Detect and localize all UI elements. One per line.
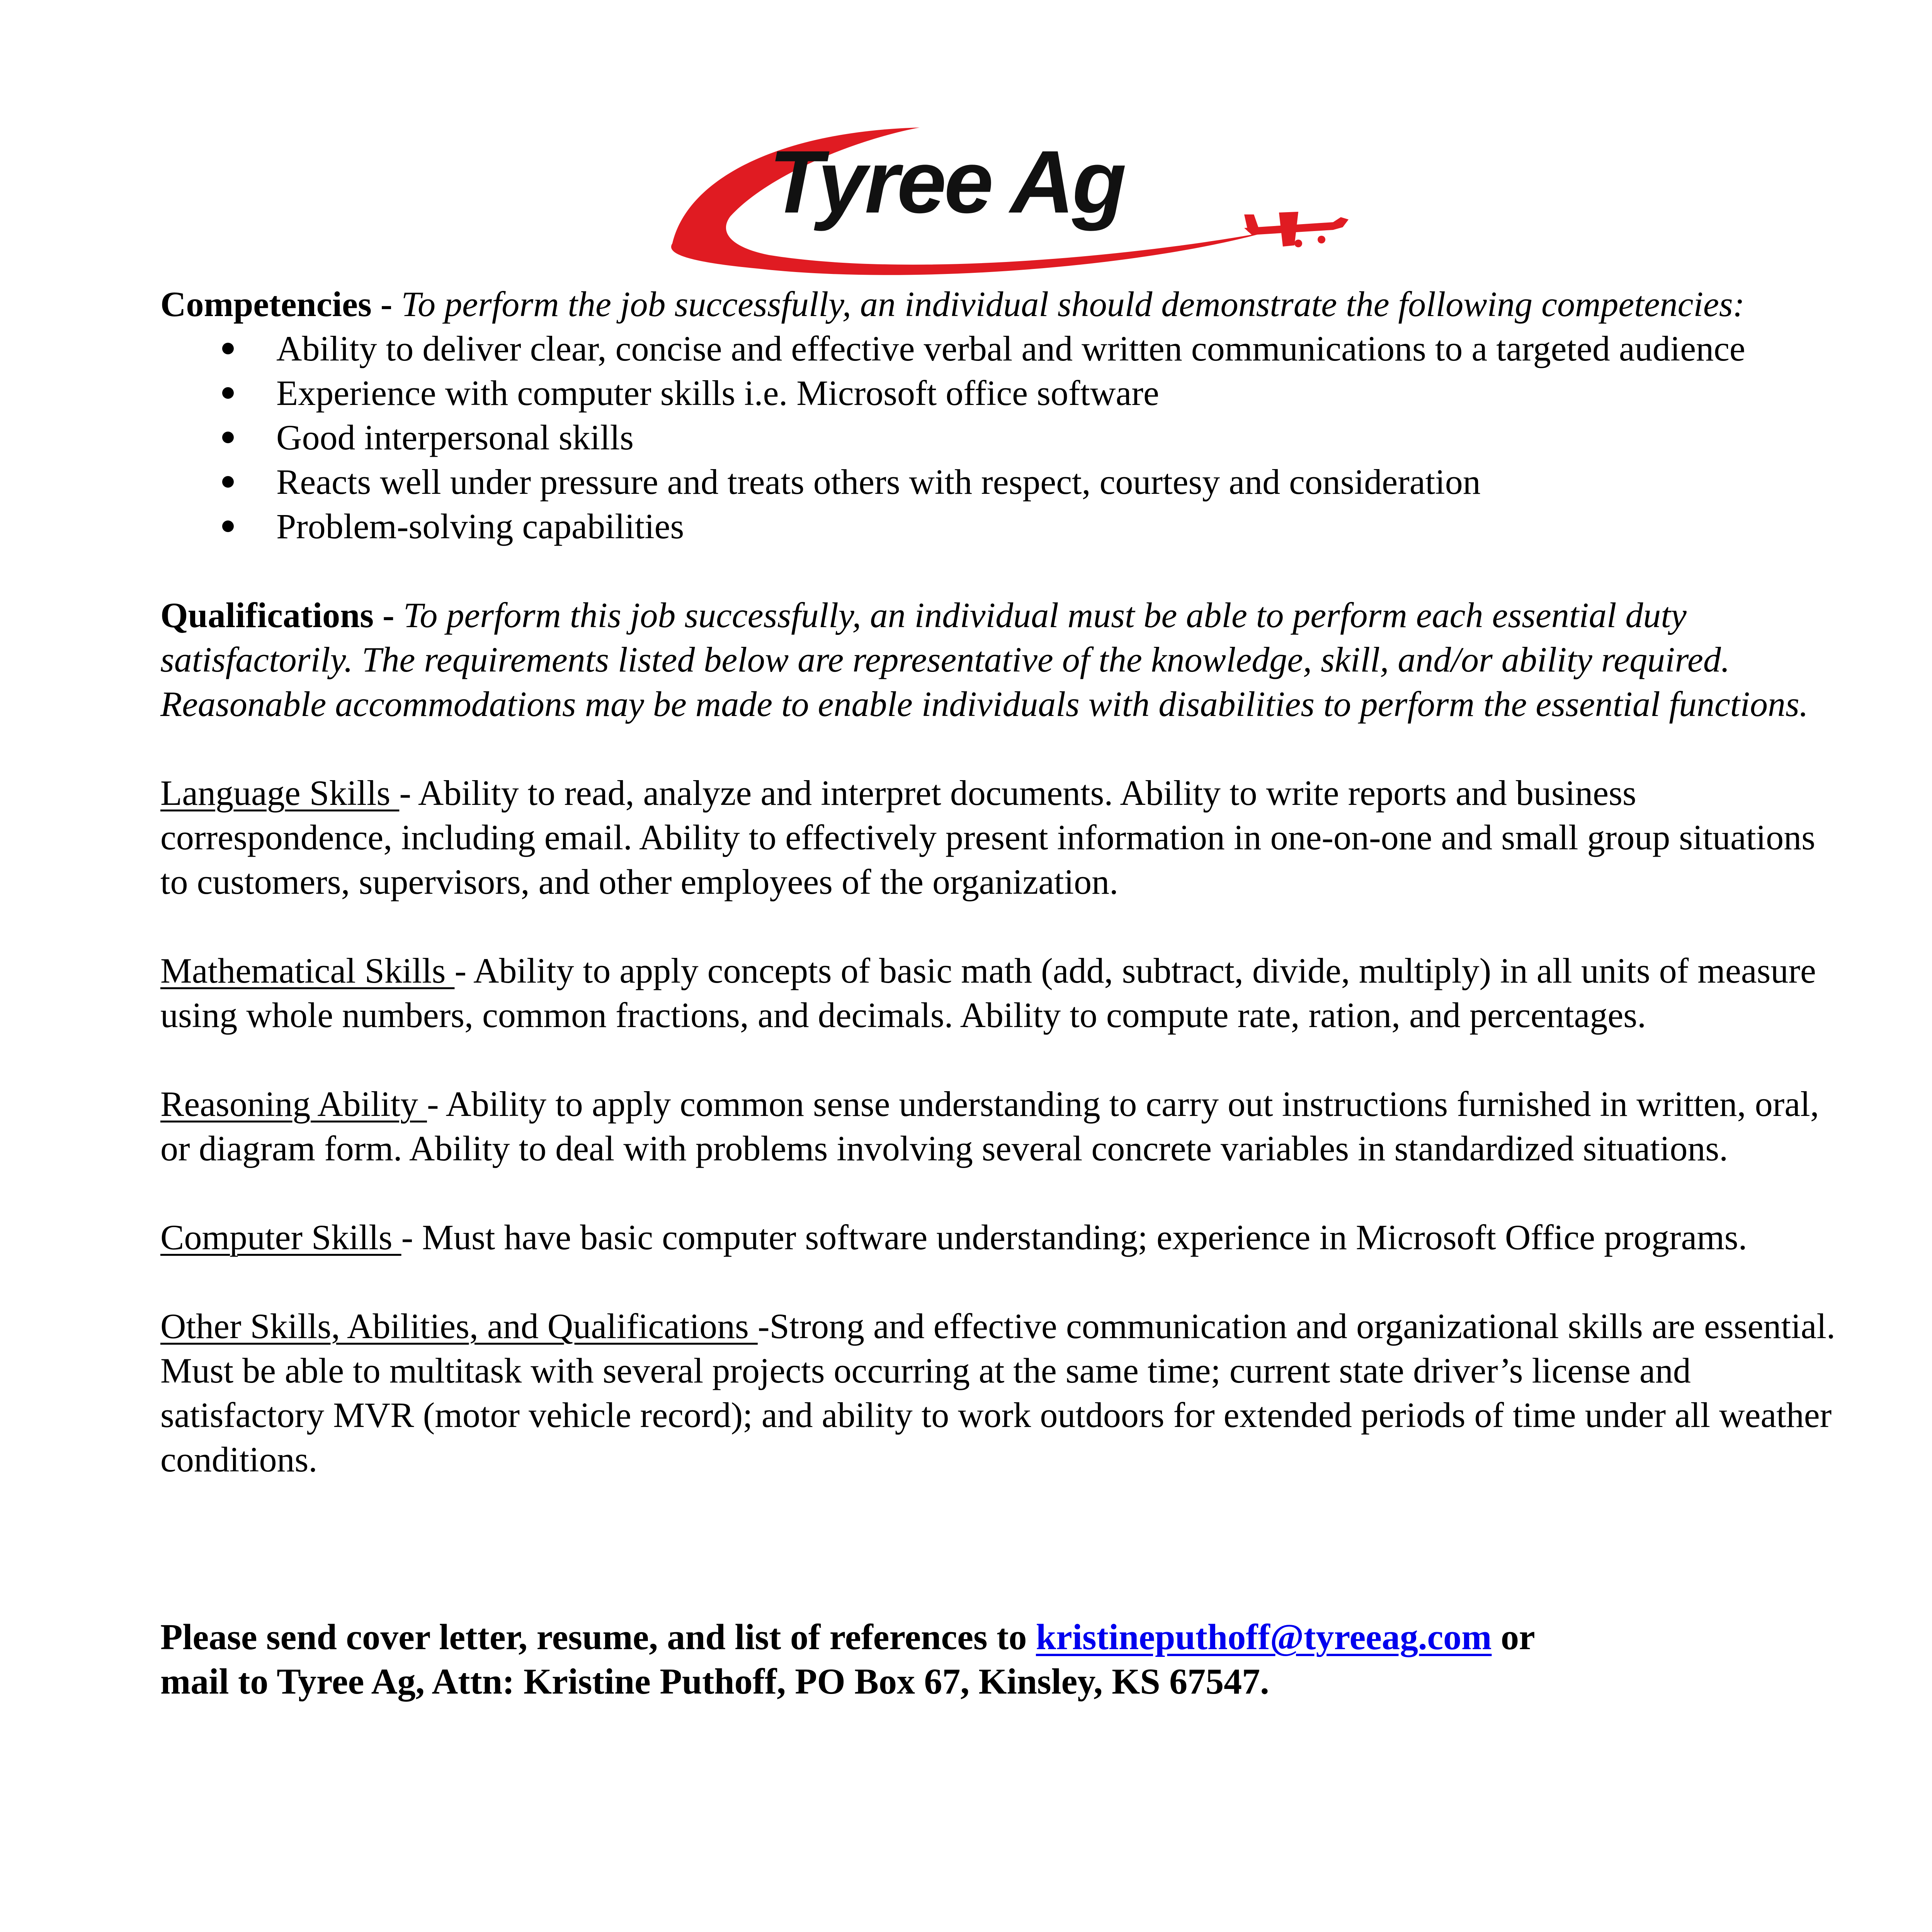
contact-paragraph	[160, 1615, 1837, 1704]
computer-skills-text: - Must have basic computer software understanding; experience in Microsoft Office programs.	[401, 1218, 1747, 1257]
email-link[interactable]: kristineputhoff@tyreeag.com	[1036, 1617, 1492, 1657]
document-body	[160, 282, 1837, 1704]
reasoning-ability-title: Reasoning Ability	[160, 1084, 427, 1124]
bullet-icon	[222, 476, 234, 488]
bullet-icon	[222, 432, 234, 443]
math-skills-text: - Ability to apply concepts of basic math (add, subtract, divide, multiply) in all units of measure using whole numbers, common fractions, and decimals. Ability to compute rate, ration, and percentages.	[160, 951, 1816, 1035]
reasoning-ability-text: - Ability to apply common sense understanding to carry out instructions furnished in written, oral, or diagram form. Ability to deal with problems involving several concrete variables in standardized situations.	[160, 1084, 1819, 1168]
other-skills-title: Other Skills, Abilities, and Qualifications	[160, 1306, 758, 1346]
reasoning-ability-paragraph	[160, 1082, 1837, 1171]
contact-line2: mail to Tyree Ag, Attn: Kristine Puthoff, PO Box 67, Kinsley, KS 67547.	[160, 1662, 1269, 1702]
list-item: Experience with computer skills i.e. Microsoft office software	[276, 371, 1837, 415]
qualifications-intro: To perform this job successfully, an individual must be able to perform each essential duty satisfactorily. The requirements listed below are representative of the knowledge, skill, and/or ability required. Reasonable accommodations may be made to enable individuals with disabilities to perform the essential functions.	[160, 595, 1808, 724]
list-item: Good interpersonal skills	[276, 415, 1837, 460]
bullet-icon	[222, 387, 234, 399]
competencies-list	[160, 327, 1837, 549]
airplane-icon	[1244, 212, 1349, 247]
math-skills-paragraph	[160, 949, 1837, 1037]
bullet-icon	[222, 343, 234, 354]
logo-text: Tyree Ag	[769, 132, 1124, 231]
other-skills-paragraph	[160, 1304, 1837, 1482]
language-skills-paragraph	[160, 771, 1837, 904]
list-item: Problem-solving capabilities	[276, 504, 1837, 549]
language-skills-text: - Ability to read, analyze and interpret documents. Ability to write reports and business correspondence, including email. Ability to effectively present information in one-on-one and small group situations to customers, supervisors, and other employees of the organization.	[160, 773, 1815, 901]
math-skills-title: Mathematical Skills	[160, 951, 455, 990]
list-item: Ability to deliver clear, concise and effective verbal and written communications to a targeted audience	[276, 327, 1837, 371]
competencies-intro: To perform the job successfully, an individual should demonstrate the following competencies:	[401, 284, 1745, 324]
competencies-paragraph	[160, 282, 1837, 327]
computer-skills-title: Computer Skills	[160, 1218, 401, 1257]
competencies-label: Competencies -	[160, 284, 401, 324]
company-logo	[641, 116, 1376, 278]
contact-line1-suffix: or	[1492, 1617, 1535, 1657]
other-skills-text: -Strong and effective communication and organizational skills are essential. Must be able to multitask with several projects occurring at the same time; current state driver’s license and satisfactory MVR (motor vehicle record); and ability to work outdoors for extended periods of time under all weather conditions.	[160, 1306, 1835, 1479]
qualifications-label: Qualifications -	[160, 595, 403, 635]
language-skills-title: Language Skills	[160, 773, 400, 813]
qualifications-paragraph	[160, 593, 1837, 726]
list-item: Reacts well under pressure and treats others with respect, courtesy and consideration	[276, 460, 1837, 504]
bullet-icon	[222, 520, 234, 532]
contact-line1-prefix: Please send cover letter, resume, and list of references to	[160, 1617, 1036, 1657]
computer-skills-paragraph	[160, 1215, 1837, 1260]
